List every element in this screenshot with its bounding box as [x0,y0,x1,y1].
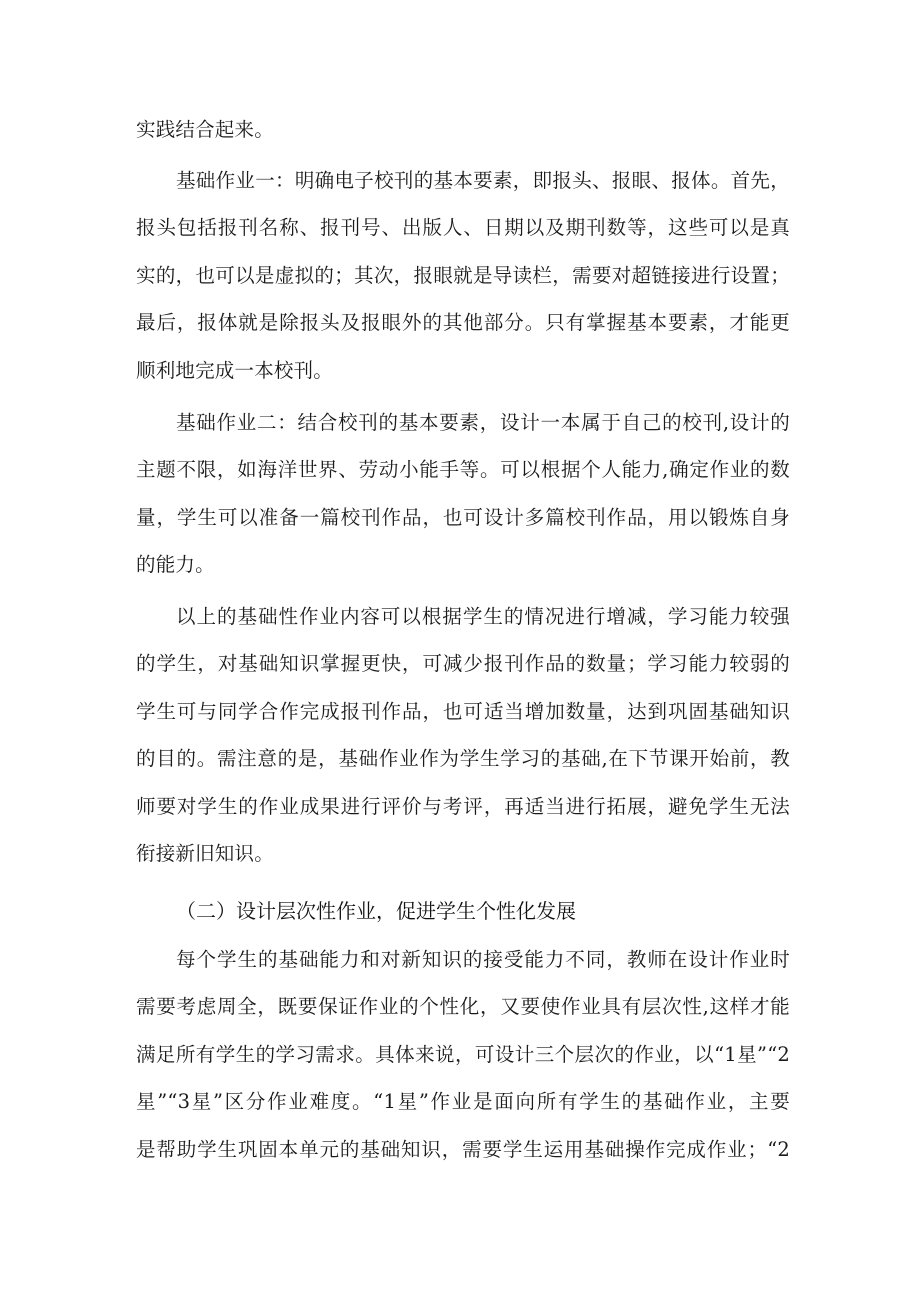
paragraph-line: 的学生，对基础知识掌握更快，可减少报刊作品的数量；学习能力较弱的 [136,652,790,675]
paragraph-line: 基础作业一：明确电子校刊的基本要素，即报头、报眼、报体。首先， [176,169,790,192]
paragraph-line: 基础作业二：结合校刊的基本要素，设计一本属于自己的校刊,设计的 [176,411,790,434]
paragraph-line: 每个学生的基础能力和对新知识的接受能力不同，教师在设计作业时 [176,948,790,971]
paragraph-line: 衔接新旧知识。 [136,842,274,865]
paragraph-line: 满足所有学生的学习需求。具体来说，可设计三个层次的作业，以“1星”“2 [136,1043,790,1066]
paragraph-line: 量，学生可以准备一篇校刊作品，也可设计多篇校刊作品，用以锻炼自身 [136,506,790,529]
paragraph-line: 的目的。需注意的是，基础作业作为学生学习的基础,在下节课开始前，教 [136,747,790,770]
paragraph-line: 报头包括报刊名称、报刊号、出版人、日期以及期刊数等，这些可以是真 [136,216,790,239]
paragraph-line: 顺利地完成一本校刊。 [136,359,334,382]
paragraph-line: 是帮助学生巩固本单元的基础知识，需要学生运用基础操作完成作业；“2 [136,1138,790,1161]
paragraph-line: 主题不限，如海洋世界、劳动小能手等。可以根据个人能力,确定作业的数 [136,458,790,481]
paragraph-line: 师要对学生的作业成果进行评价与考评，再适当进行拓展，避免学生无法 [136,795,790,818]
paragraph-line: 的能力。 [136,553,215,576]
paragraph-line: 以上的基础性作业内容可以根据学生的情况进行增减，学习能力较强 [176,605,790,628]
paragraph-line: 学生可与同学合作完成报刊作品，也可适当增加数量，达到巩固基础知识 [136,700,790,723]
paragraph-line: 最后，报体就是除报头及报眼外的其他部分。只有掌握基本要素，才能更 [136,311,790,334]
paragraph-line: 星”“3星”区分作业难度。“1星”作业是面向所有学生的基础作业，主要 [136,1090,790,1113]
paragraph-line: 实的，也可以是虚拟的；其次，报眼就是导读栏，需要对超链接进行设置； [136,264,790,287]
paragraph-line: 实践结合起来。 [136,118,274,141]
paragraph-line: 需要考虑周全，既要保证作业的个性化，又要使作业具有层次性,这样才能 [136,995,790,1018]
section-heading: （二）设计层次性作业，促进学生个性化发展 [176,899,576,923]
